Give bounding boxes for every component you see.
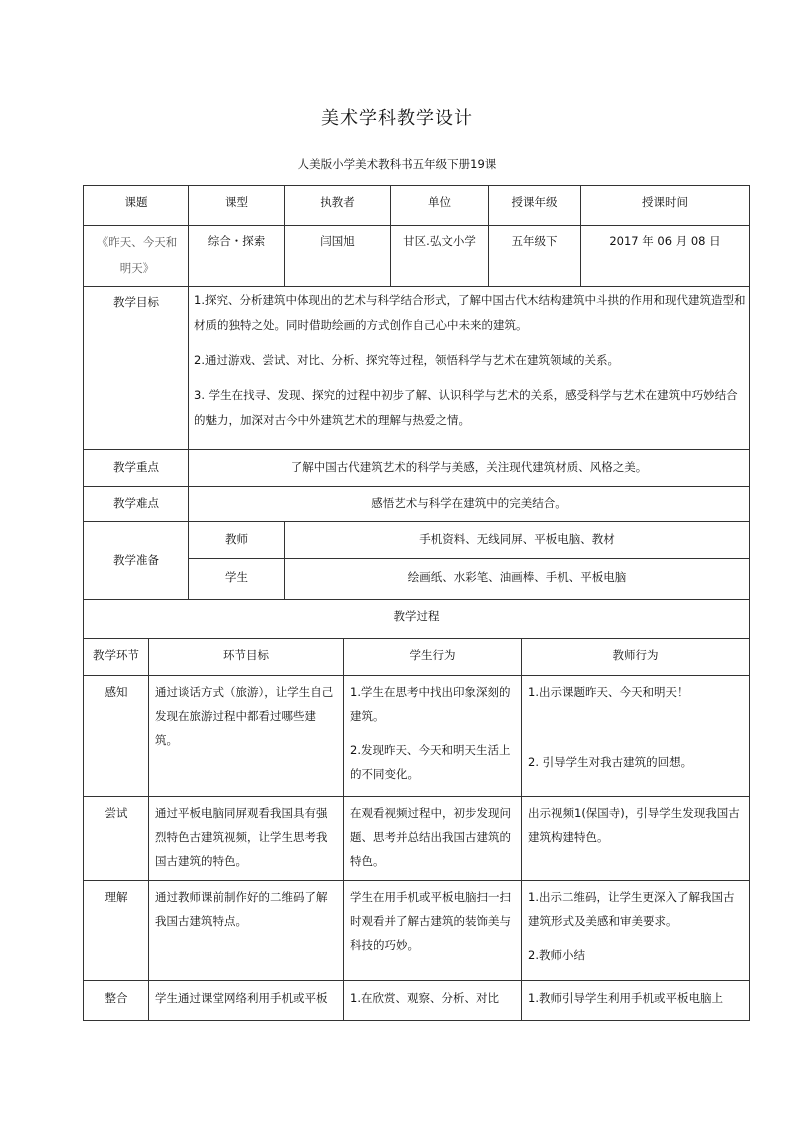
goal-item: 3. 学生在找寻、发现、探究的过程中初步了解、认识科学与艺术的关系，感受科学与艺术在建筑中巧妙结合的魅力，加深对古今中外建筑艺术的理解与热爱之情。 [194,388,738,427]
process-header-student: 学生行为 [409,648,456,662]
preparation-teacher-label: 教师 [225,532,248,546]
process-goal: 通过谈话方式（旅游），让学生自己发现在旅游过程中都看过哪些建筑。 [155,685,334,747]
process-header-stage: 教学环节 [93,648,139,662]
header-school: 单位 [428,195,451,209]
teacher-action: 2. 引导学生对我古建筑的回想。 [528,755,693,769]
value-school: 甘区.弘文小学 [403,234,476,248]
header-teacher: 执教者 [320,195,355,209]
process-teacher-actions [528,680,744,774]
process-student-actions [350,680,516,786]
student-action: 1.学生在思考中找出印象深刻的建筑。 [350,685,511,723]
preparation-student-value: 绘画纸、水彩笔、油画棒、手机、平板电脑 [407,570,627,584]
difficulty-label: 教学难点 [113,496,159,510]
process-student-actions [350,885,516,957]
value-date: 2017 年 06 月 08 日 [609,234,721,248]
process-teacher-actions [528,801,744,849]
process-goal: 学生通过课堂网络利用手机或平板 [155,991,328,1005]
process-student-actions [350,801,516,873]
student-action: 学生在用手机或平板电脑扫一扫时观看并了解古建筑的装饰美与科技的巧妙。 [350,890,511,952]
key-point-value: 了解中国古代建筑艺术的科学与美感，关注现代建筑材质、风格之美。 [290,460,648,474]
process-stage: 感知 [104,685,128,699]
process-teacher-actions [528,986,748,1010]
process-teacher-actions [528,885,744,967]
value-teacher: 闫国旭 [320,234,355,248]
difficulty-value: 感悟艺术与科学在建筑中的完美结合。 [371,496,567,510]
header-lesson-type: 课型 [225,195,248,209]
header-topic: 课题 [124,195,148,209]
goal-item: 1.探究、分析建筑中体现出的艺术与科学结合形式，了解中国古代木结构建筑中斗拱的作用和现代建筑造型和材质的独特之处。同时借助绘画的方式创作自己心中未来的建筑。 [194,293,746,332]
process-header-teacher: 教师行为 [612,648,659,662]
goal-item: 2.通过游戏、尝试、对比、分析、探究等过程，领悟科学与艺术在建筑领域的关系。 [194,353,619,367]
goals-text [194,288,746,433]
student-action: 1.在欣赏、观察、分析、对比 [350,991,499,1005]
header-date: 授课时间 [642,195,688,209]
preparation-label: 教学准备 [113,553,159,567]
teacher-action: 1.出示二维码，让学生更深入了解我国古建筑形式及美感和审美要求。 [528,890,735,928]
preparation-student-label: 学生 [225,570,248,584]
goals-label: 教学目标 [113,295,159,309]
value-lesson-type: 综合・探索 [207,234,266,248]
student-action: 2.发现昨天、今天和明天生活上的不同变化。 [350,743,511,781]
process-goal: 通过平板电脑同屏观看我国具有强烈特色古建筑视频，让学生思考我国古建筑的特色。 [155,806,328,868]
value-topic: 《昨天、今天和明天》 [96,235,178,275]
process-stage: 理解 [104,890,128,904]
teacher-action: 出示视频1(保国寺)，引导学生发现我国古建筑构建特色。 [528,806,740,844]
value-grade: 五年级下 [511,234,558,248]
process-title: 教学过程 [393,609,440,623]
process-stage: 整合 [104,991,128,1005]
page-title: 美术学科教学设计 [321,108,473,129]
key-point-label: 教学重点 [113,460,159,474]
teacher-action: 1.教师引导学生利用手机或平板电脑上 [528,991,723,1005]
process-goal: 通过教师课前制作好的二维码了解我国古建筑特点。 [155,890,328,928]
teacher-action: 2.教师小结 [528,948,585,962]
teacher-action: 1.出示课题昨天、今天和明天！ [528,685,689,699]
process-stage: 尝试 [104,806,128,820]
header-grade: 授课年级 [511,195,558,209]
process-header-goal: 环节目标 [223,648,269,662]
student-action: 在观看视频过程中，初步发现问题、思考并总结出我国古建筑的特色。 [350,806,511,868]
preparation-teacher-value: 手机资料、无线同屏、平板电脑、教材 [419,532,615,546]
page-subtitle: 人美版小学美术教科书五年级下册19课 [297,157,497,171]
process-student-actions [350,986,518,1010]
